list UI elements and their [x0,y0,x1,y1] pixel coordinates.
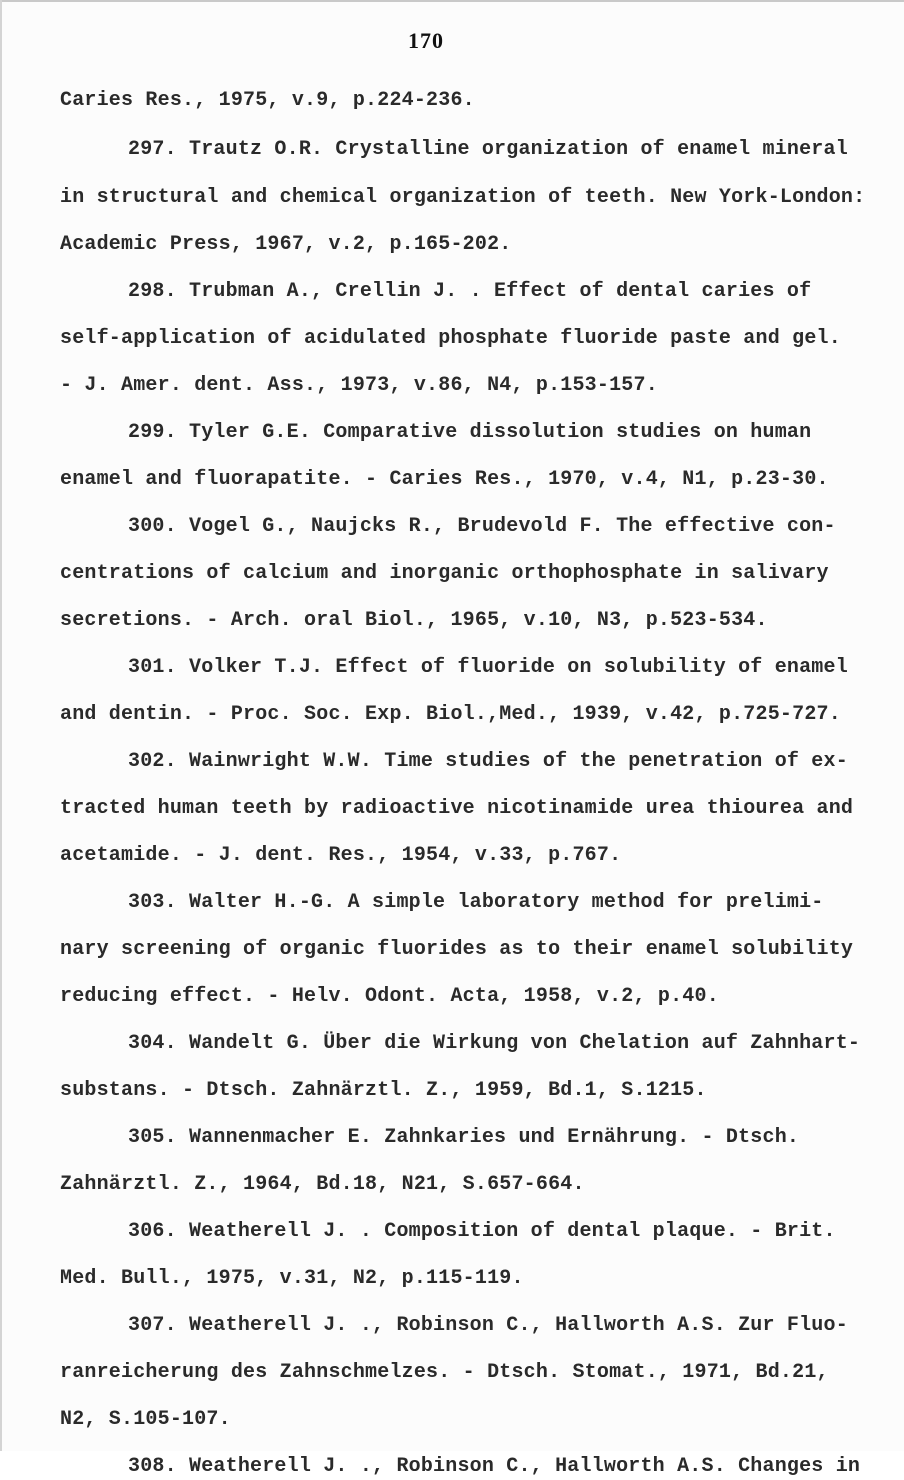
text-line: self-application of acidulated phosphate fluoride paste and gel. [60,327,841,350]
text-line: ranreicherung des Zahnschmelzes. - Dtsch. Stomat., 1971, Bd.21, [60,1361,829,1384]
text-line: substans. - Dtsch. Zahnärztl. Z., 1959, Bd.1, S.1215. [60,1079,707,1102]
scan-border-left [0,0,2,1451]
text-line: enamel and fluorapatite. - Caries Res., 1970, v.4, N1, p.23-30. [60,468,829,491]
text-line: tracted human teeth by radioactive nicotinamide urea thiourea and [60,797,854,820]
text-line: Caries Res., 1975, v.9, p.224-236. [60,89,475,112]
reference-entry-start: 302. Wainwright W.W. Time studies of the penetration of ex- [128,750,848,773]
text-line: nary screening of organic fluorides as to their enamel solubility [60,938,854,961]
text-line: and dentin. - Proc. Soc. Exp. Biol.,Med., 1939, v.42, p.725-727. [60,703,841,726]
reference-entry-start: 305. Wannenmacher E. Zahnkaries und Ernährung. - Dtsch. [128,1126,800,1149]
reference-entry-start: 307. Weatherell J. ., Robinson C., Hallworth A.S. Zur Fluo- [128,1314,848,1337]
reference-entry-start: 299. Tyler G.E. Comparative dissolution studies on human [128,421,812,444]
reference-entry-start: 303. Walter H.-G. A simple laboratory method for prelimi- [128,891,824,914]
text-line: reducing effect. - Helv. Odont. Acta, 1958, v.2, p.40. [60,985,719,1008]
page-number: 170 [408,28,444,53]
reference-entry-start: 306. Weatherell J. . Composition of dental plaque. - Brit. [128,1220,836,1243]
reference-entry-start: 300. Vogel G., Naujcks R., Brudevold F. The effective con- [128,515,836,538]
reference-entry-start: 304. Wandelt G. Über die Wirkung von Chelation auf Zahnhart- [128,1032,861,1055]
text-line: in structural and chemical organization of teeth. New York-London: [60,186,866,209]
reference-entry-start: 297. Trautz O.R. Crystalline organization of enamel mineral [128,138,848,161]
text-line: acetamide. - J. dent. Res., 1954, v.33, p.767. [60,844,622,867]
reference-entry-start: 308. Weatherell J. ., Robinson C., Hallworth A.S. Changes in [128,1455,861,1478]
text-line: Med. Bull., 1975, v.31, N2, p.115-119. [60,1267,524,1290]
text-line: secretions. - Arch. oral Biol., 1965, v.10, N3, p.523-534. [60,609,768,632]
scan-border-top [0,0,904,2]
text-line: N2, S.105-107. [60,1408,231,1431]
text-line: centrations of calcium and inorganic orthophosphate in salivary [60,562,829,585]
text-line: Academic Press, 1967, v.2, p.165-202. [60,233,512,256]
reference-entry-start: 301. Volker T.J. Effect of fluoride on solubility of enamel [128,656,848,679]
text-line: Zahnärztl. Z., 1964, Bd.18, N21, S.657-664. [60,1173,585,1196]
text-line: - J. Amer. dent. Ass., 1973, v.86, N4, p.153-157. [60,374,658,397]
reference-entry-start: 298. Trubman A., Crellin J. . Effect of dental caries of [128,280,812,303]
